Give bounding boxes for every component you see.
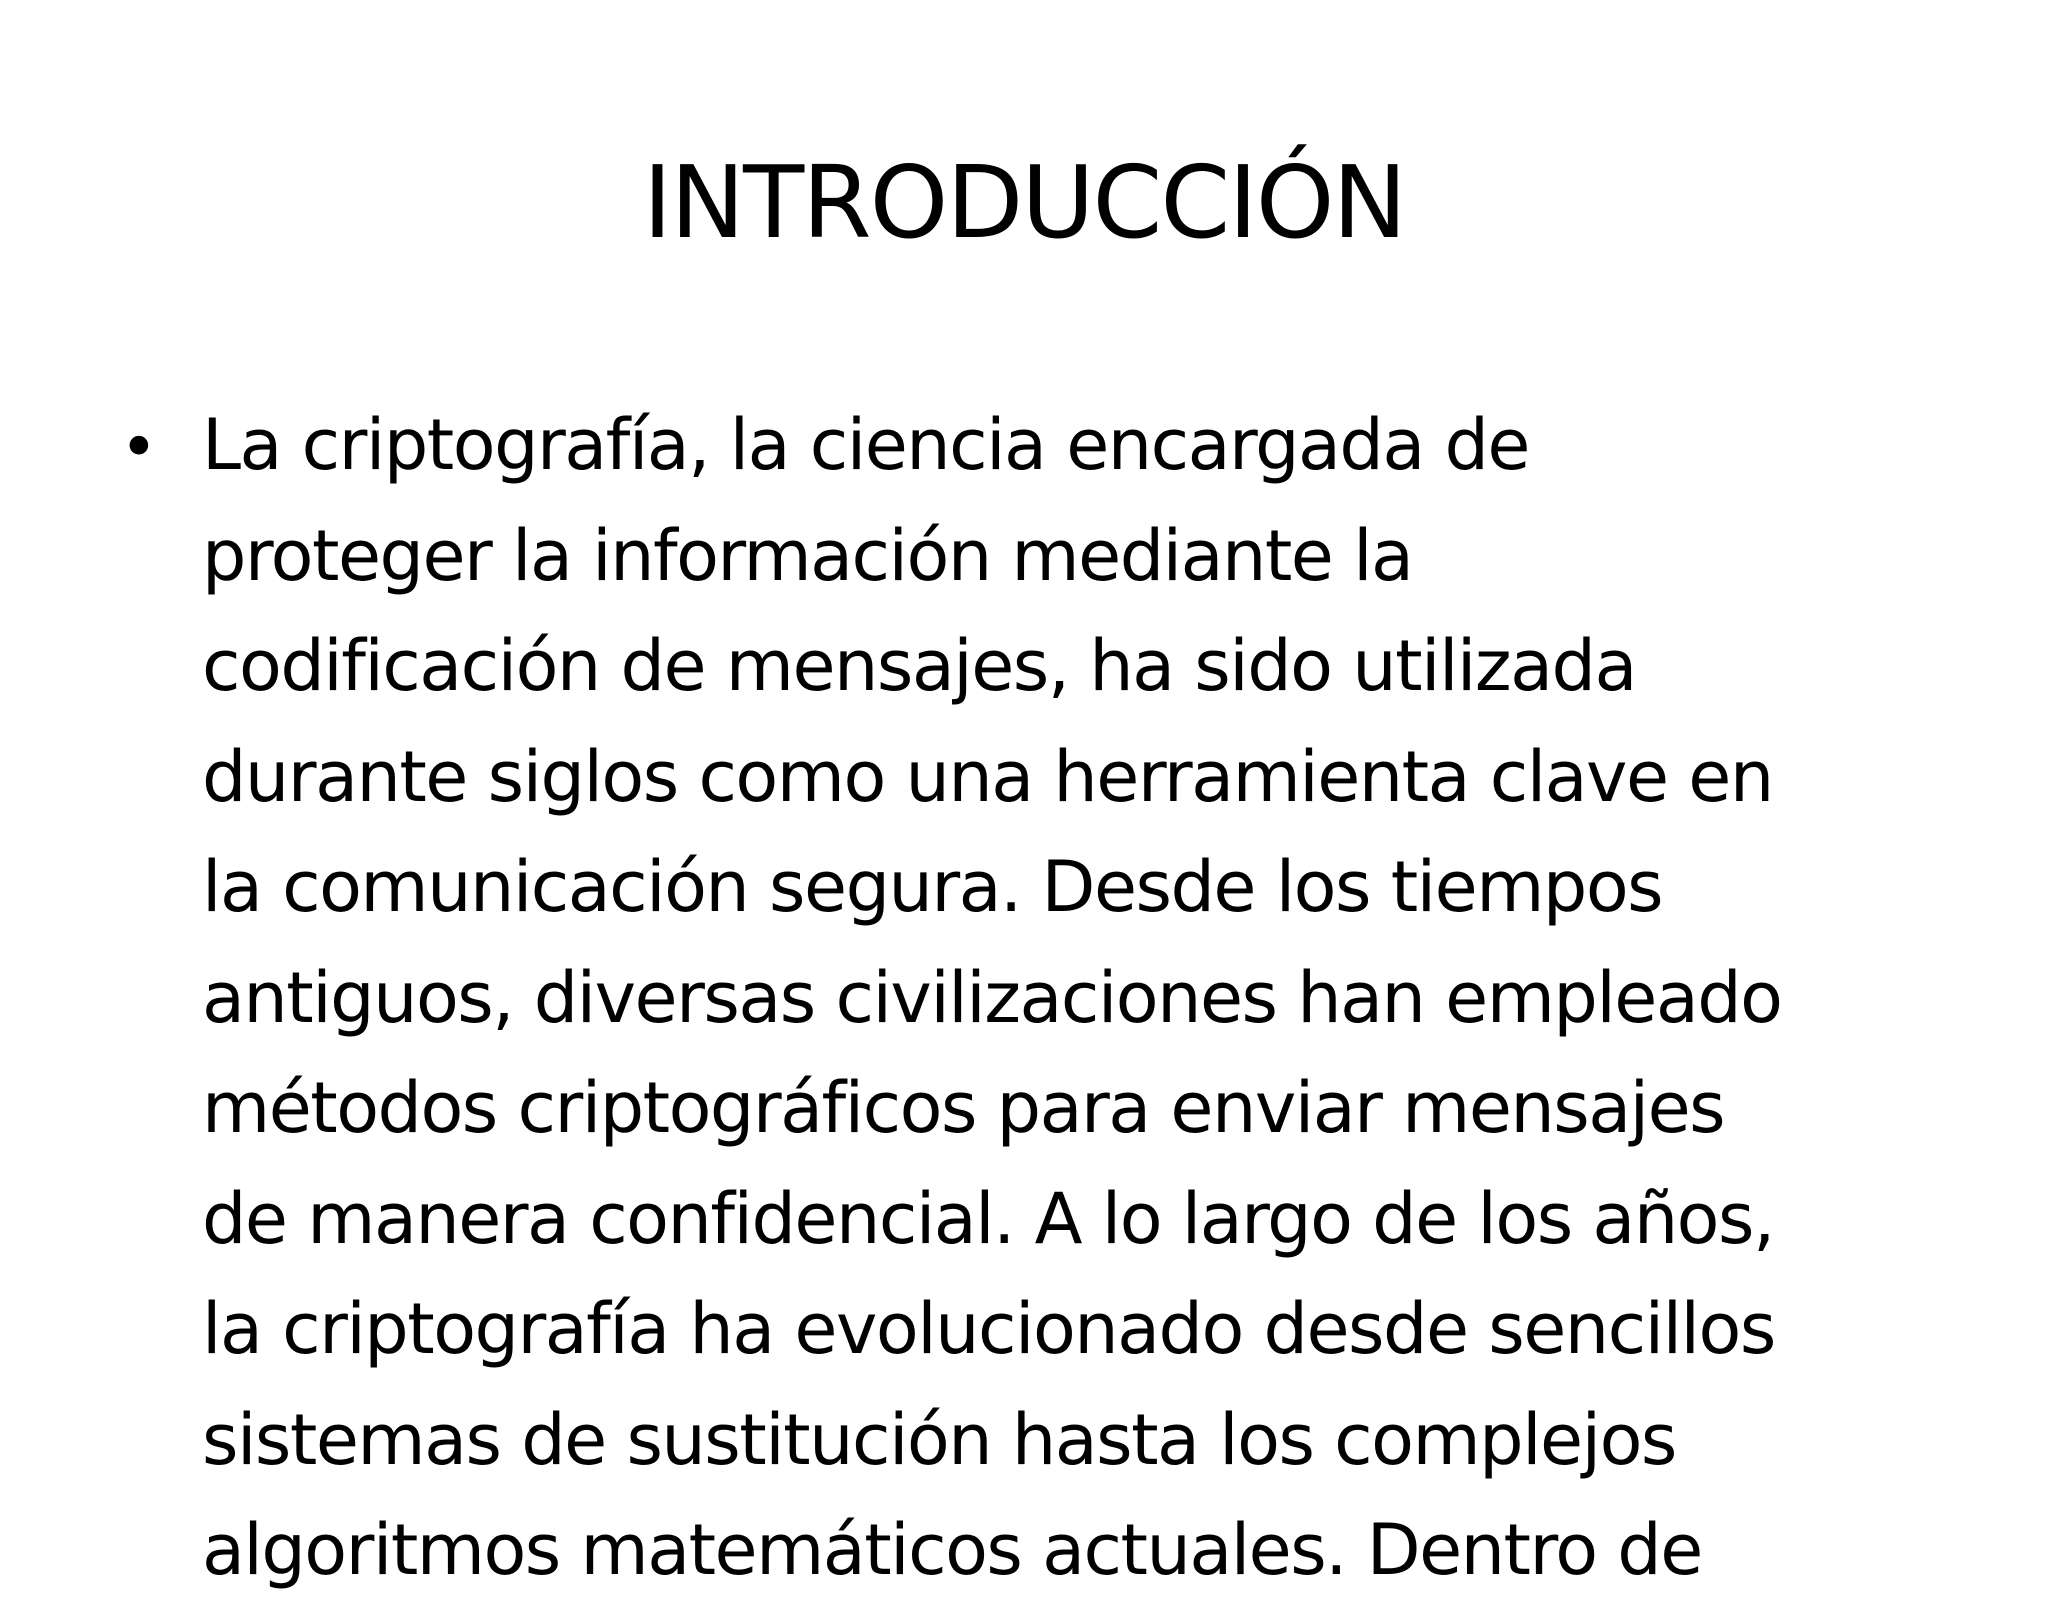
bullet-list xyxy=(120,390,1950,1606)
bullet-text-line: de manera confidencial. A lo largo de los años, xyxy=(202,1177,1774,1260)
bullet-dot-icon: • xyxy=(120,411,158,485)
bullet-text-line: algoritmos matemáticos actuales. Dentro de xyxy=(202,1509,1702,1591)
bullet-text-line: la comunicación segura. Desde los tiempos xyxy=(202,846,1663,928)
slide-title: INTRODUCCIÓN xyxy=(642,144,1406,261)
bullet-item xyxy=(120,390,1950,1606)
bullet-text-line: sistemas de sustitución hasta los complejos xyxy=(202,1398,1676,1481)
bullet-text-line: métodos criptográficos para enviar mensajes xyxy=(202,1067,1725,1149)
bullet-text-line: antiguos, diversas civilizaciones han empleado xyxy=(202,956,1782,1039)
bullet-text-line: proteger la información mediante la xyxy=(202,514,1413,597)
bullet-text-line: la criptografía ha evolucionado desde sencillos xyxy=(202,1288,1775,1370)
bullet-text-line: codificación de mensajes, ha sido utilizada xyxy=(202,625,1636,707)
bullet-text-line: La criptografía, la ciencia encargada de xyxy=(202,404,1529,486)
bullet-text-line: durante siglos como una herramienta clave en xyxy=(202,735,1773,818)
